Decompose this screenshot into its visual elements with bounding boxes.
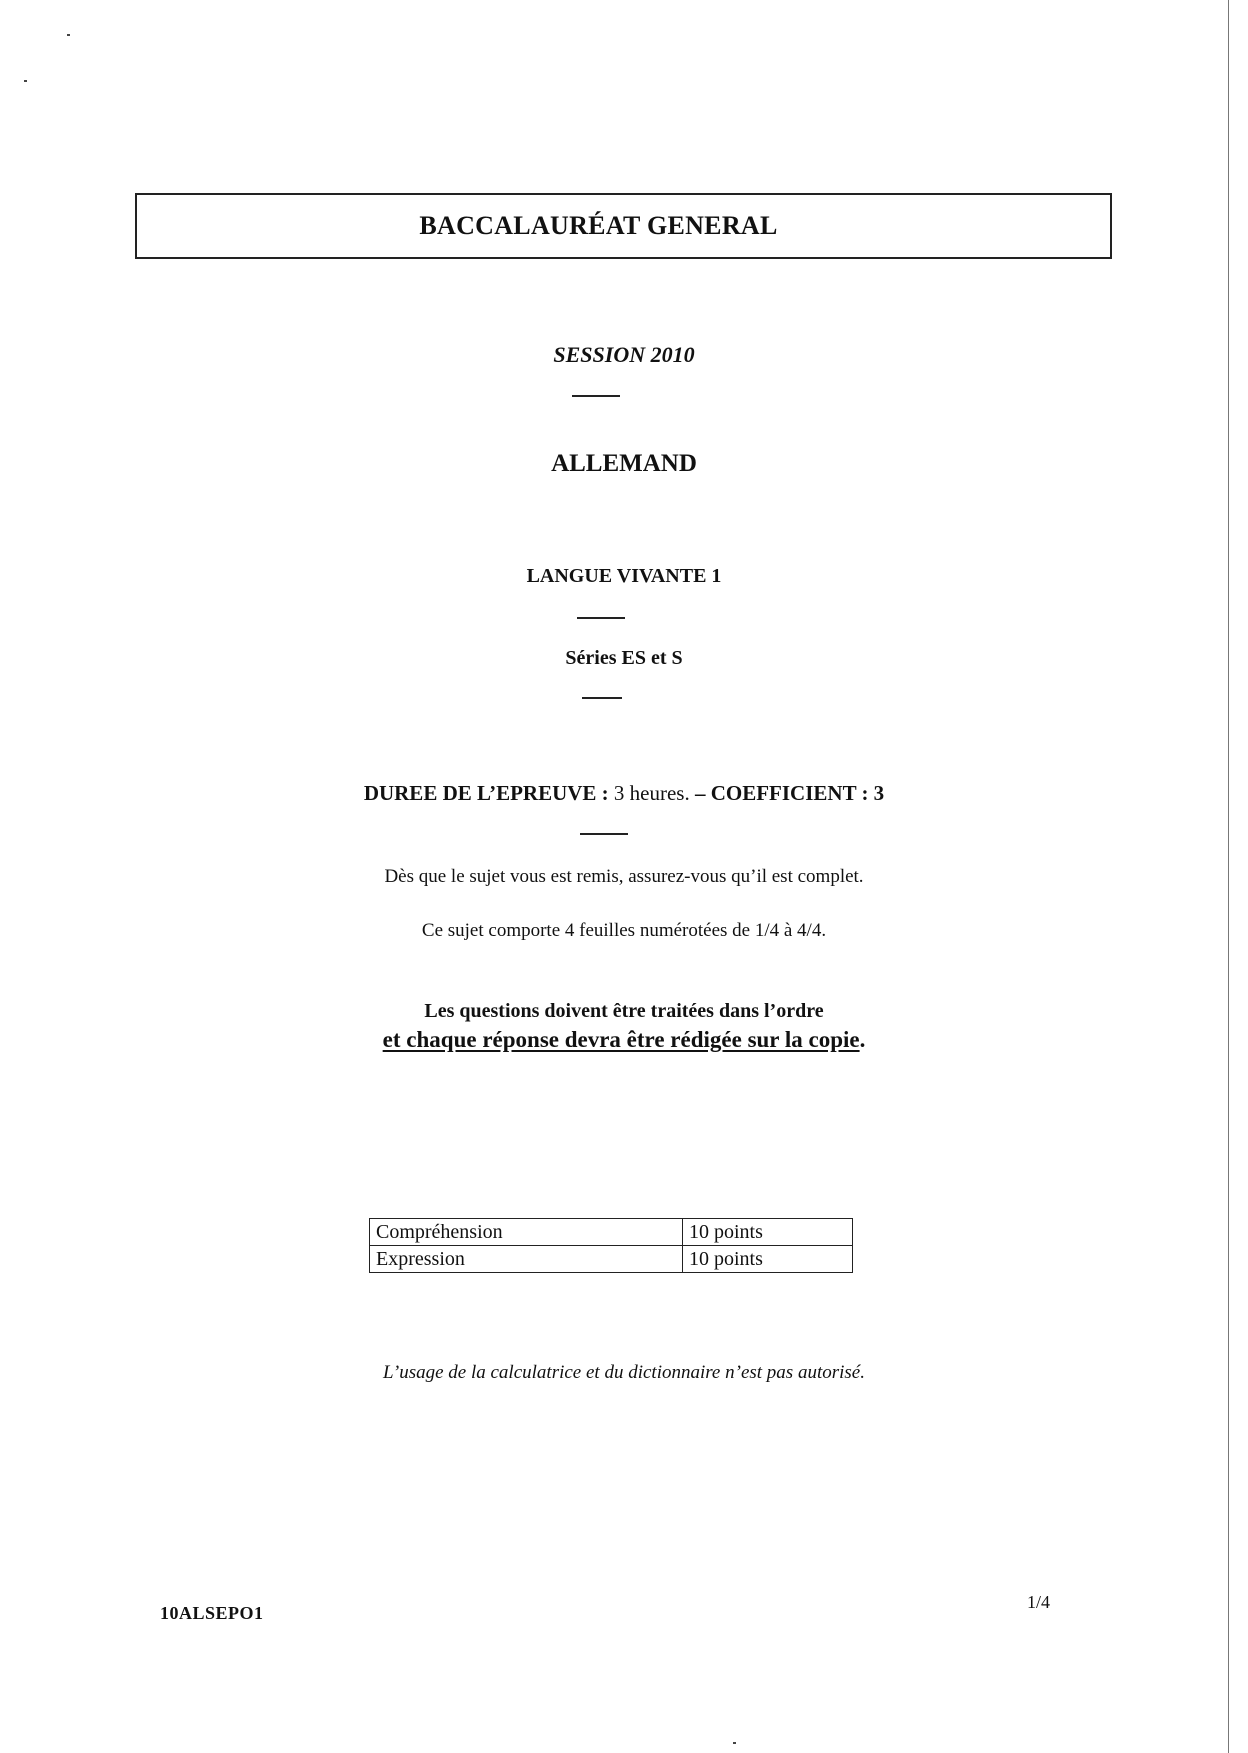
questions-order-note: Les questions doivent être traitées dans l’ordre — [424, 1000, 824, 1022]
scan-speck — [24, 80, 27, 82]
section-cell: Compréhension — [370, 1219, 683, 1246]
duration-label: DUREE DE L’EPREUVE : — [363, 781, 609, 805]
calculator-note: L’usage de la calculatrice et du dictionnaire n’est pas autorisé. — [383, 1362, 865, 1383]
exam-duration — [0, 781, 1248, 806]
separator-dash — [582, 697, 622, 699]
duration-hours: 3 heures. — [613, 781, 690, 805]
table-row — [370, 1219, 853, 1246]
marks-table — [369, 1218, 853, 1273]
section-cell: Expression — [370, 1246, 683, 1273]
language-level: LANGUE VIVANTE 1 — [526, 565, 722, 587]
scan-edge-line — [1228, 0, 1229, 1753]
title-box — [135, 193, 1112, 259]
answers-on-copy-note — [0, 1027, 1248, 1053]
page-number: 1/4 — [1027, 1592, 1051, 1612]
scan-speck — [67, 34, 70, 36]
points-cell: 10 points — [683, 1219, 853, 1246]
scan-speck — [733, 1742, 736, 1744]
instruction-complete: Dès que le sujet vous est remis, assurez-vous qu’il est complet. — [384, 866, 864, 887]
table-row — [370, 1246, 853, 1273]
answers-on-copy-text: et chaque réponse devra être rédigée sur la copie — [382, 1027, 860, 1052]
exam-title: BACCALAURÉAT GENERAL — [419, 211, 778, 240]
subject-code: 10ALSEPO1 — [160, 1603, 264, 1623]
answers-on-copy-period: . — [859, 1027, 866, 1052]
session-label: SESSION 2010 — [553, 342, 695, 367]
series-label: Séries ES et S — [565, 647, 683, 669]
separator-dash — [577, 617, 625, 619]
separator-dash — [580, 833, 628, 835]
points-cell: 10 points — [683, 1246, 853, 1273]
instruction-pages: Ce sujet comporte 4 feuilles numérotées de 1/4 à 4/4. — [421, 920, 827, 941]
subject-title: ALLEMAND — [551, 450, 697, 477]
coefficient-label: – COEFFICIENT : 3 — [694, 781, 885, 805]
separator-dash — [572, 395, 620, 397]
